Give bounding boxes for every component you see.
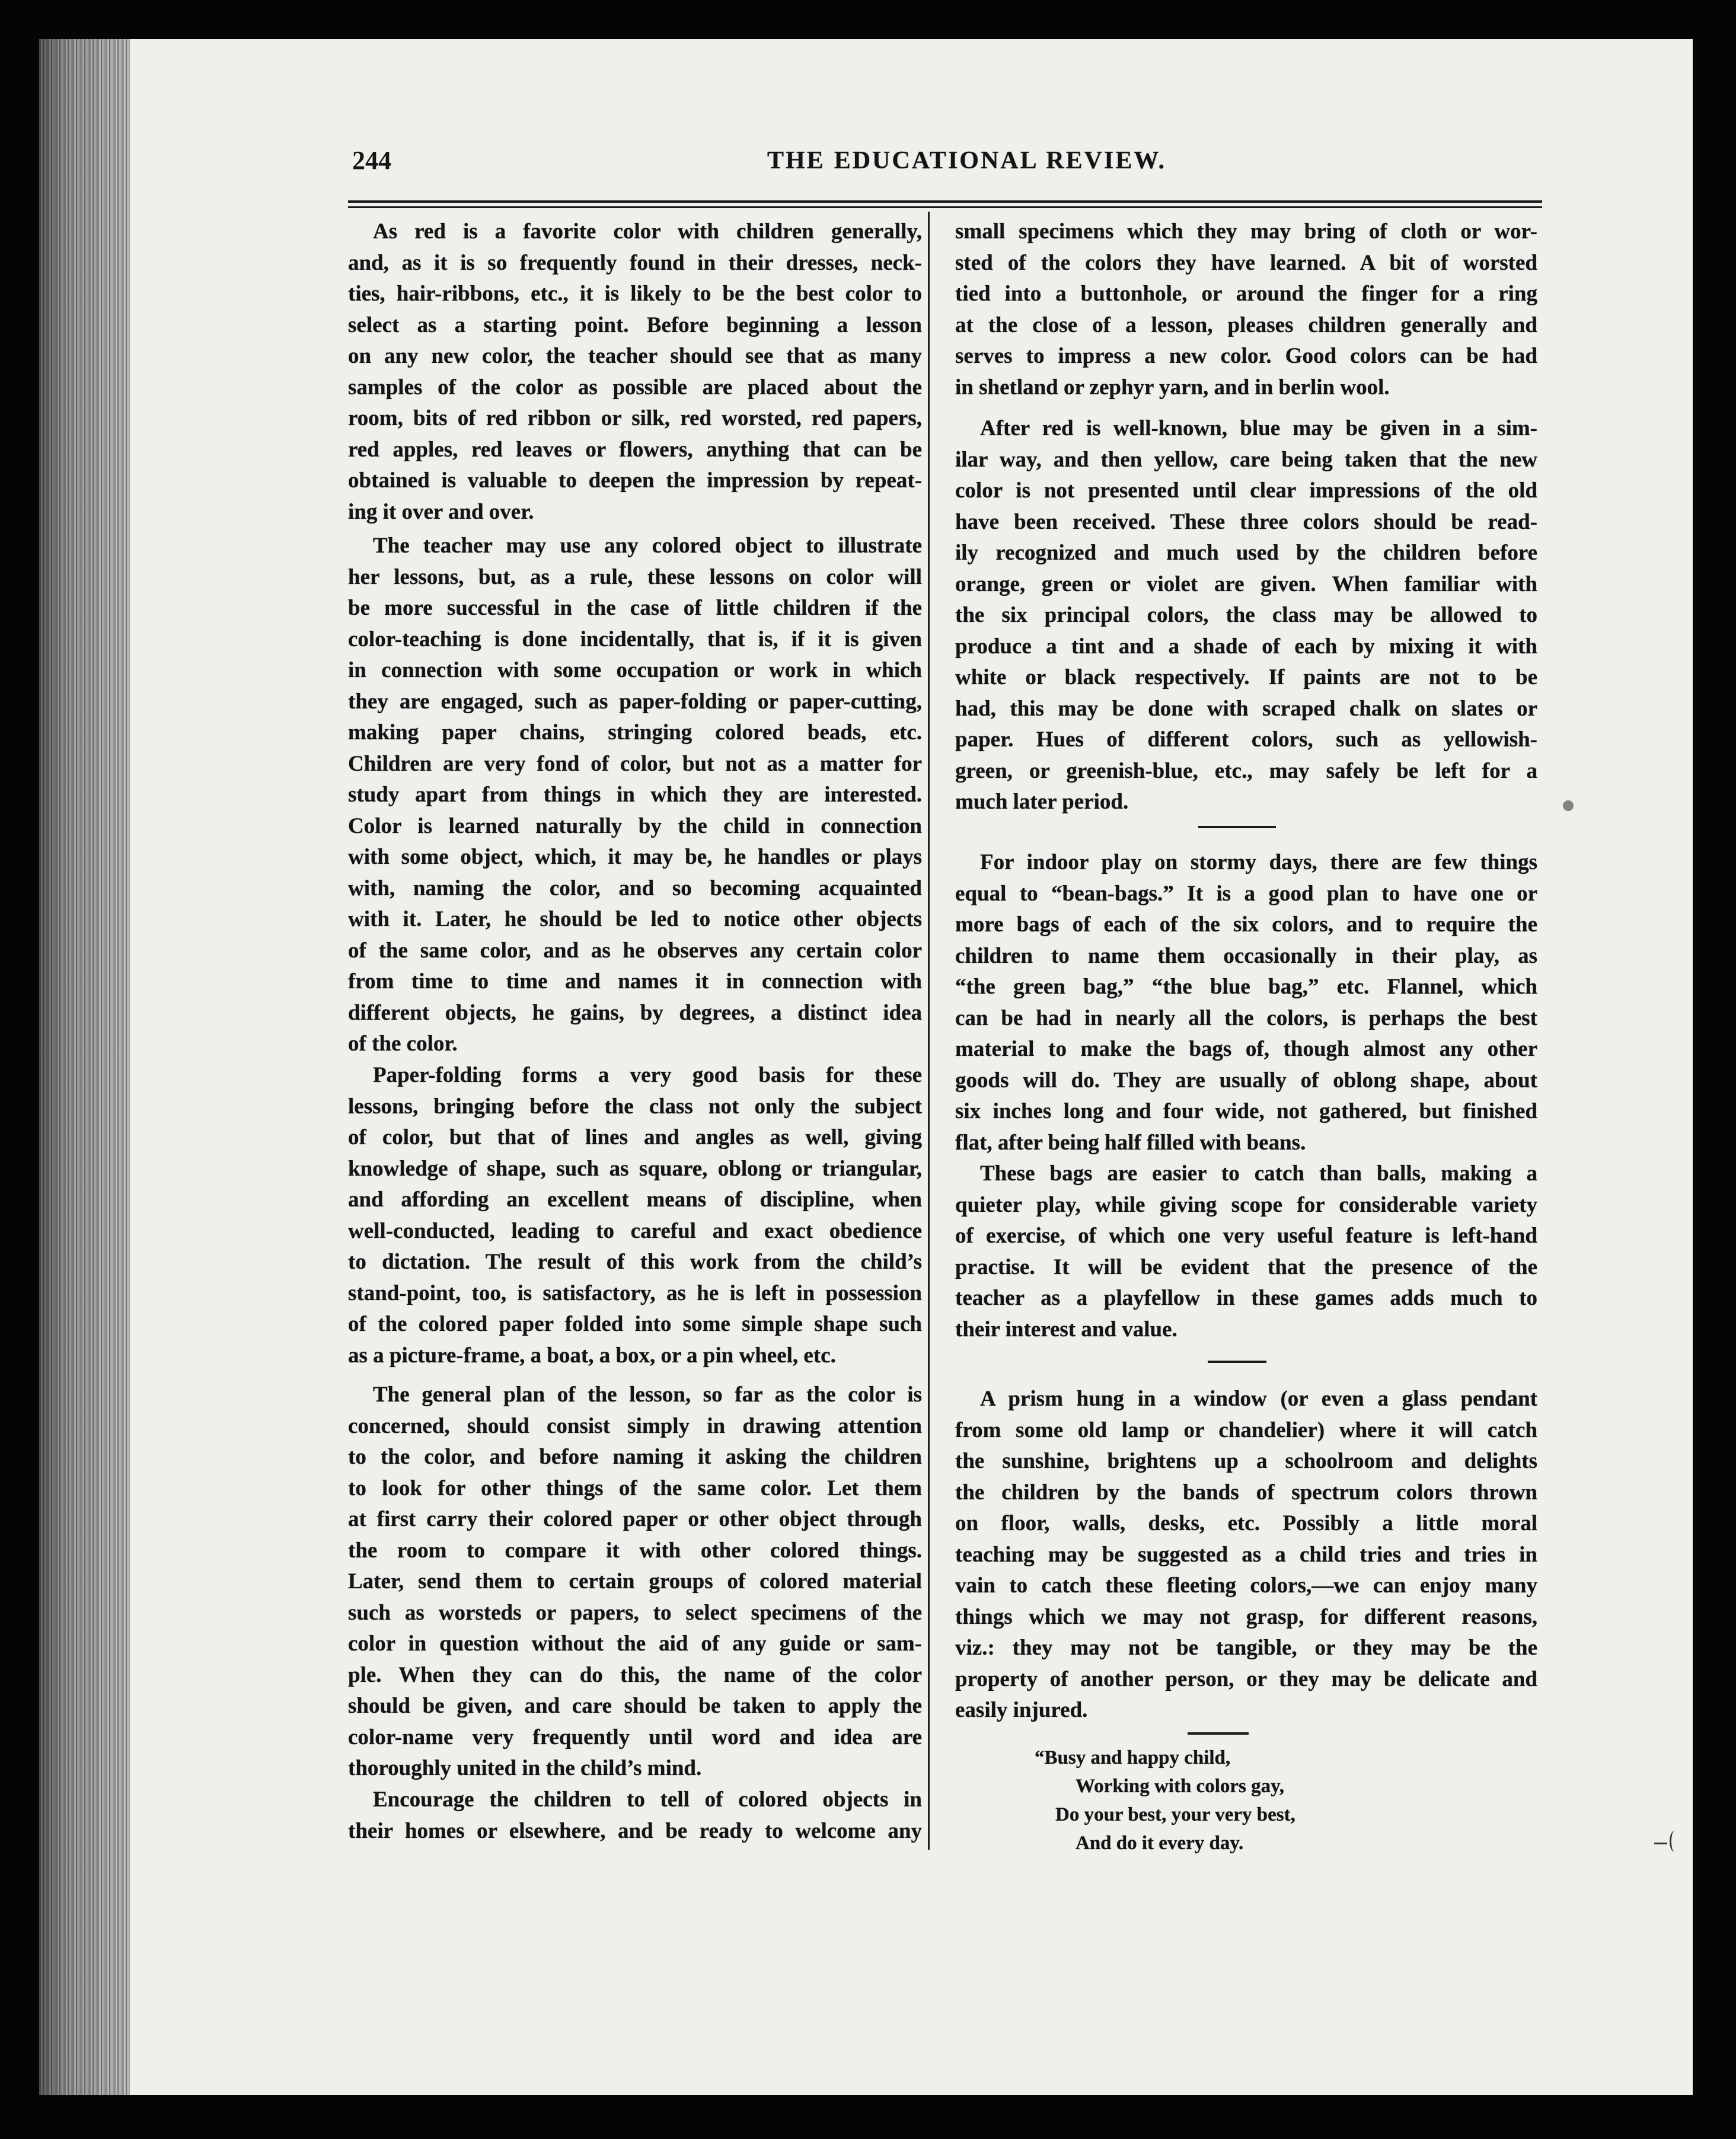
line-text: and, as it is so frequently found in their dresses, neck- xyxy=(348,250,922,275)
line-text: orange, green or violet are given. When familiar with xyxy=(955,572,1537,596)
text-line xyxy=(348,1504,923,1535)
paragraph-continuation xyxy=(955,216,1538,403)
text-line xyxy=(955,941,1538,972)
line-text: thoroughly united in the child’s mind. xyxy=(348,1756,702,1780)
line-text: easily injured. xyxy=(955,1698,1088,1722)
text-line xyxy=(348,1216,923,1247)
line-text: concerned, should consist simply in drawing attention xyxy=(348,1413,922,1438)
line-text: six inches long and four wide, not gathered, but finished xyxy=(955,1099,1537,1123)
poem xyxy=(955,1744,1538,1857)
text-line xyxy=(955,310,1538,341)
line-text: be more successful in the case of little children if the xyxy=(348,596,922,620)
text-line xyxy=(348,1340,923,1372)
text-line xyxy=(955,1602,1538,1633)
text-line xyxy=(955,1283,1538,1314)
text-line xyxy=(955,569,1538,601)
text-line xyxy=(348,717,923,749)
text-line xyxy=(955,1570,1538,1602)
text-line xyxy=(955,413,1538,445)
line-text: After red is well-known, blue may be given in a sim- xyxy=(980,416,1537,440)
section-rule xyxy=(1208,1361,1266,1363)
line-text: the children by the bands of spectrum colors thrown xyxy=(955,1480,1537,1505)
text-line xyxy=(348,1722,923,1754)
line-text: Color is learned naturally by the child in connection xyxy=(348,813,922,838)
line-text: to look for other things of the same color. Let them xyxy=(348,1476,922,1501)
text-line xyxy=(348,904,923,936)
text-line xyxy=(348,1309,923,1340)
text-line xyxy=(955,879,1538,910)
text-line xyxy=(955,1800,1538,1829)
ink-smudge xyxy=(1563,800,1574,811)
line-text: The teacher may use any colored object to illustrate xyxy=(373,534,922,558)
text-line xyxy=(348,842,923,873)
text-line xyxy=(955,724,1538,756)
text-line xyxy=(348,749,923,780)
line-text: the room to compare it with other colored things. xyxy=(348,1538,922,1563)
text-line xyxy=(348,465,923,497)
line-text: much later period. xyxy=(955,790,1129,814)
line-text: on any new color, the teacher should see that as many xyxy=(348,344,922,368)
book-binding-edge xyxy=(39,39,130,2095)
text-line xyxy=(955,1446,1538,1477)
line-text: color-teaching is done incidentally, that is, if it is given xyxy=(348,627,922,652)
line-text: viz.: they may not be tangible, or they may be the xyxy=(955,1636,1537,1660)
text-line xyxy=(955,1384,1538,1415)
text-line xyxy=(955,1221,1538,1252)
line-text: making paper chains, stringing colored beads, etc. xyxy=(348,720,922,745)
line-text: at first carry their colored paper or other object through xyxy=(348,1507,922,1531)
text-line xyxy=(348,279,923,310)
line-text: stand-point, too, is satisfactory, as he is left in possession xyxy=(348,1281,922,1305)
line-text: can be had in nearly all the colors, is perhaps the best xyxy=(955,1005,1537,1030)
text-line xyxy=(955,662,1538,694)
line-text: with some object, which, it may be, he handles or plays xyxy=(348,845,922,869)
text-line xyxy=(955,1065,1538,1097)
line-text: different objects, he gains, by degrees, a distinct idea xyxy=(348,1000,922,1025)
text-line xyxy=(348,780,923,811)
line-text: their interest and value. xyxy=(955,1317,1177,1342)
column-divider xyxy=(928,212,930,1850)
text-line xyxy=(348,497,923,528)
line-text: practise. It will be evident that the presence of the xyxy=(955,1254,1537,1279)
line-text: of exercise, of which one very useful feature is left-hand xyxy=(955,1224,1537,1248)
text-line xyxy=(348,655,923,687)
line-text: such as worsteds or papers, to select specimens of the xyxy=(348,1600,922,1625)
paragraph-teacher-objects xyxy=(348,531,923,1060)
line-text: produce a tint and a shade of each by mixing it with xyxy=(955,634,1537,659)
text-line xyxy=(955,248,1538,279)
text-line xyxy=(348,1154,923,1185)
text-line xyxy=(955,600,1538,631)
line-text: “the green bag,” “the blue bag,” etc. Flannel, which xyxy=(955,975,1537,999)
paragraph-bean-bags xyxy=(955,847,1538,1158)
line-text: of the color. xyxy=(348,1032,458,1056)
text-line xyxy=(955,756,1538,787)
text-line xyxy=(955,341,1538,372)
text-line xyxy=(955,1128,1538,1159)
text-line xyxy=(348,435,923,466)
line-text: ties, hair-ribbons, etc., it is likely to be the best color to xyxy=(348,282,922,306)
text-line xyxy=(955,1664,1538,1696)
text-line xyxy=(348,1660,923,1691)
text-line xyxy=(348,216,923,248)
line-text: These bags are easier to catch than balls, making a xyxy=(980,1161,1537,1186)
text-line xyxy=(348,593,923,624)
line-text: A prism hung in a window (or even a glass pendant xyxy=(980,1387,1537,1411)
line-text: Paper-folding forms a very good basis for these xyxy=(373,1063,922,1087)
section-rule xyxy=(1188,1732,1249,1735)
line-text: Later, send them to certain groups of colored material xyxy=(348,1569,922,1594)
text-line xyxy=(348,310,923,341)
line-text: they are engaged, such as paper-folding or paper-cutting, xyxy=(348,689,922,714)
line-text: room, bits of red ribbon or silk, red worsted, red papers, xyxy=(348,406,922,430)
line-text: have been received. These three colors should be read- xyxy=(955,509,1537,534)
text-line xyxy=(955,694,1538,725)
text-line xyxy=(348,341,923,372)
line-text: of the same color, and as he observes any certain color xyxy=(348,938,922,963)
text-line xyxy=(955,1744,1538,1772)
text-line xyxy=(348,687,923,718)
paragraph-after-red xyxy=(955,413,1538,818)
line-text: to the color, and before naming it asking the children xyxy=(348,1445,922,1469)
line-text: flat, after being half filled with beans. xyxy=(955,1130,1306,1155)
scan-mark xyxy=(1654,1843,1667,1844)
line-text: from some old lamp or chandelier) where it will catch xyxy=(955,1418,1537,1442)
text-line xyxy=(348,1060,923,1091)
line-text: sted of the colors they have learned. A bit of worsted xyxy=(955,250,1537,275)
text-line xyxy=(955,1034,1538,1065)
text-line xyxy=(348,562,923,593)
line-text: ing it over and over. xyxy=(348,499,534,524)
line-text: study apart from things in which they are interested. xyxy=(348,783,922,807)
text-line xyxy=(955,1540,1538,1571)
text-line xyxy=(955,1508,1538,1540)
text-line xyxy=(955,787,1538,818)
text-line xyxy=(955,372,1538,404)
line-text: Do your best, your very best, xyxy=(1055,1804,1295,1825)
paragraph-prism xyxy=(955,1384,1538,1726)
line-text: As red is a favorite color with children generally, xyxy=(373,219,922,244)
text-line xyxy=(348,936,923,967)
line-text: ple. When they can do this, the name of the color xyxy=(348,1662,922,1687)
line-text: tied into a buttonhole, or around the finger for a ring xyxy=(955,282,1537,306)
paragraph-lesson-plan xyxy=(348,1380,923,1784)
text-line xyxy=(348,1029,923,1060)
text-line xyxy=(955,1190,1538,1221)
text-line xyxy=(955,279,1538,310)
text-line xyxy=(348,1816,923,1847)
text-line xyxy=(955,475,1538,507)
line-text: on floor, walls, desks, etc. Possibly a little moral xyxy=(955,1511,1537,1535)
text-line xyxy=(955,216,1538,248)
line-text: had, this may be done with scraped chalk on slates or xyxy=(955,696,1537,721)
line-text: more bags of each of the six colors, and to require the xyxy=(955,912,1537,937)
text-line xyxy=(955,1252,1538,1284)
text-line xyxy=(348,1753,923,1784)
text-line xyxy=(955,1003,1538,1035)
scan-mark-arc xyxy=(1670,1831,1680,1852)
text-line xyxy=(955,1695,1538,1726)
line-text: color in question without the aid of any guide or sam- xyxy=(348,1632,922,1656)
text-line xyxy=(348,1185,923,1216)
line-text: at the close of a lesson, pleases children generally and xyxy=(955,312,1537,337)
text-line xyxy=(348,531,923,562)
text-line xyxy=(955,507,1538,538)
text-line xyxy=(348,1278,923,1310)
text-line xyxy=(348,873,923,905)
line-text: children to name them occasionally in their play, as xyxy=(955,943,1537,968)
header-rule-thin xyxy=(348,206,1542,208)
text-line xyxy=(955,1158,1538,1190)
line-text: of color, but that of lines and angles as well, giving xyxy=(348,1125,922,1150)
line-text: her lessons, but, as a rule, these lessons on color will xyxy=(348,564,922,589)
text-line xyxy=(348,1691,923,1722)
line-text: serves to impress a new color. Good colors can be had xyxy=(955,344,1537,368)
line-text: green, or greenish-blue, etc., may safely be left for a xyxy=(955,758,1537,783)
journal-title-text: THE EDUCATIONAL REVIEW. xyxy=(767,147,1166,174)
text-line xyxy=(955,909,1538,941)
line-text: from time to time and names it in connection with xyxy=(348,969,922,994)
text-line xyxy=(348,1380,923,1411)
text-line xyxy=(348,372,923,404)
line-text: of the colored paper folded into some simple shape such xyxy=(348,1312,922,1336)
line-text: color is not presented until clear impressions of the old xyxy=(955,478,1537,503)
line-text: material to make the bags of, though almost any other xyxy=(955,1037,1537,1061)
line-text: property of another person, or they may be delicate and xyxy=(955,1666,1537,1691)
text-line xyxy=(348,1247,923,1278)
line-text: Children are very fond of color, but not as a matter for xyxy=(348,751,922,776)
line-text: For indoor play on stormy days, there are few things xyxy=(980,850,1537,874)
line-text: knowledge of shape, such as square, oblong or triangular, xyxy=(348,1156,922,1181)
text-line xyxy=(348,1473,923,1505)
text-line xyxy=(955,631,1538,663)
line-text: teaching may be suggested as a child tries and tries in xyxy=(955,1542,1537,1567)
line-text: the six principal colors, the class may be allowed to xyxy=(955,603,1537,627)
line-text: red apples, red leaves or flowers, anything that can be xyxy=(348,437,922,462)
line-text: The general plan of the lesson, so far as the color is xyxy=(373,1383,922,1407)
text-line xyxy=(348,1091,923,1123)
text-line xyxy=(955,1314,1538,1346)
line-text: to dictation. The result of this work from the child’s xyxy=(348,1250,922,1274)
text-line xyxy=(348,1535,923,1567)
text-line xyxy=(348,1566,923,1598)
line-text: goods will do. They are usually of oblong shape, about xyxy=(955,1068,1537,1093)
line-text: should be given, and care should be taken to apply the xyxy=(348,1694,922,1718)
line-text: with it. Later, he should be led to notice other objects xyxy=(348,907,922,931)
paragraph-bags-easier xyxy=(955,1158,1538,1345)
line-text: quieter play, while giving scope for considerable variety xyxy=(955,1192,1537,1217)
line-text: vain to catch these fleeting colors,—we can enjoy many xyxy=(955,1573,1537,1598)
line-text: “Busy and happy child, xyxy=(1035,1747,1231,1768)
line-text: the sunshine, brightens up a schoolroom and delights xyxy=(955,1449,1537,1473)
header-rule xyxy=(348,200,1542,203)
line-text: color-name very frequently until word and idea are xyxy=(348,1725,922,1749)
line-text: paper. Hues of different colors, such as yellowish- xyxy=(955,727,1537,752)
line-text: Encourage the children to tell of colored objects in xyxy=(373,1787,922,1812)
line-text: small specimens which they may bring of cloth or wor- xyxy=(955,219,1537,244)
line-text: and affording an excellent means of discipline, when xyxy=(348,1187,922,1212)
text-line xyxy=(348,403,923,435)
section-rule xyxy=(1198,826,1276,828)
line-text: as a picture-frame, a boat, a box, or a pin wheel, etc. xyxy=(348,1343,836,1368)
journal-title xyxy=(767,146,1167,175)
text-line xyxy=(955,1096,1538,1128)
text-line xyxy=(348,1442,923,1473)
text-line xyxy=(348,811,923,842)
text-line xyxy=(955,1772,1538,1800)
text-line xyxy=(348,1411,923,1442)
text-line xyxy=(348,966,923,998)
line-text: samples of the color as possible are placed about the xyxy=(348,375,922,400)
text-line xyxy=(348,998,923,1029)
paragraph-red-favorite xyxy=(348,216,923,528)
line-text: with, naming the color, and so becoming acquainted xyxy=(348,876,922,901)
line-text: white or black respectively. If paints are not to be xyxy=(955,665,1537,689)
text-line xyxy=(955,972,1538,1003)
text-line xyxy=(955,1415,1538,1447)
line-text: their homes or elsewhere, and be ready to welcome any xyxy=(348,1818,922,1843)
text-line xyxy=(348,624,923,656)
text-line xyxy=(955,1633,1538,1664)
line-text: obtained is valuable to deepen the impression by repeat- xyxy=(348,468,922,493)
line-text: And do it every day. xyxy=(1076,1832,1244,1854)
line-text: equal to “bean-bags.” It is a good plan to have one or xyxy=(955,881,1537,906)
text-line xyxy=(348,1598,923,1629)
text-line xyxy=(348,1784,923,1816)
text-line xyxy=(955,847,1538,879)
line-text: ily recognized and much used by the children before xyxy=(955,541,1537,565)
text-line xyxy=(348,248,923,279)
line-text: lessons, bringing before the class not only the subject xyxy=(348,1094,922,1119)
line-text: Working with colors gay, xyxy=(1076,1776,1285,1797)
line-text: in shetland or zephyr yarn, and in berlin wool. xyxy=(955,375,1390,400)
text-line xyxy=(955,445,1538,476)
line-text: ilar way, and then yellow, care being taken that the new xyxy=(955,447,1537,472)
line-text: teacher as a playfellow in these games adds much to xyxy=(955,1286,1537,1310)
paragraph-paper-folding xyxy=(348,1060,923,1371)
text-line xyxy=(348,1122,923,1154)
paragraph-encourage-children xyxy=(348,1784,923,1847)
page-number: 244 xyxy=(352,146,391,175)
line-text: select as a starting point. Before beginning a lesson xyxy=(348,312,922,337)
text-line xyxy=(955,538,1538,569)
line-text: in connection with some occupation or work in which xyxy=(348,658,922,682)
text-line xyxy=(348,1629,923,1660)
line-text: well-conducted, leading to careful and exact obedience xyxy=(348,1218,922,1243)
text-line xyxy=(955,1477,1538,1509)
text-line xyxy=(955,1829,1538,1857)
line-text: things which we may not grasp, for different reasons, xyxy=(955,1604,1537,1629)
